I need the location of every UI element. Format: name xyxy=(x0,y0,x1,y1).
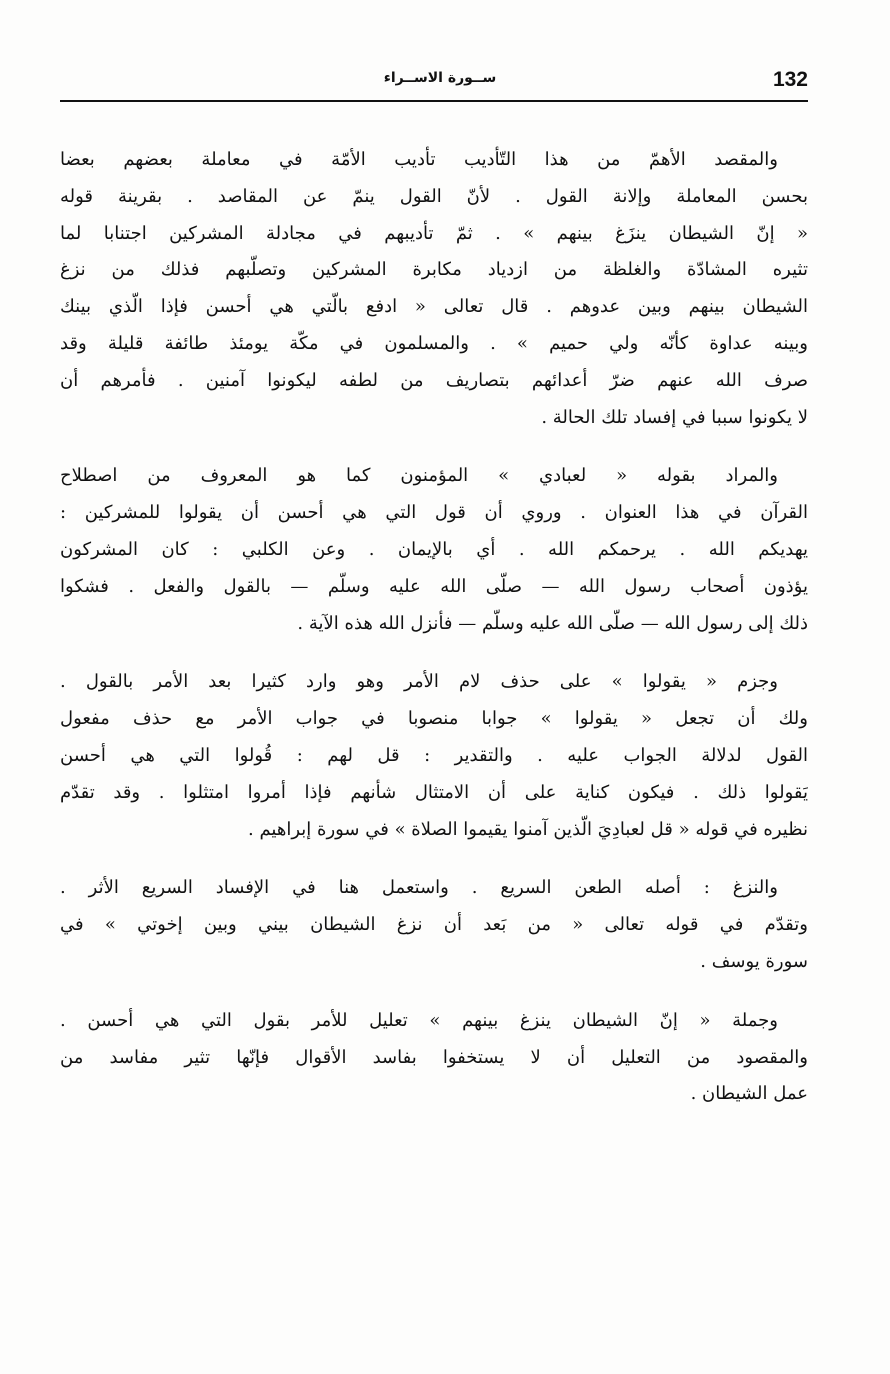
text-line: وجزم « يقولوا » على حذف لام الأمر وهو وارد كثيرا بعد الأمر بالقول . xyxy=(60,671,778,693)
page-number: 132 xyxy=(772,68,808,91)
text-line: والمراد بقوله « لعبادي » المؤمنون كما هو المعروف من اصطلاح xyxy=(60,465,779,487)
text-line: عمل الشيطان . xyxy=(690,1083,808,1105)
text-line: وبينه عداوة كأنّه ولي حميم » . والمسلمون في مكّة يومئذ طائفة قليلة وقد xyxy=(60,332,808,354)
text-line: والمقصود من التعليل أن لا يستخفوا بفاسد الأقوال فإنّها تثير مفاسد من xyxy=(60,1046,808,1068)
text-line: تثيره المشادّة والغلظة من ازدياد مكابرة المشركين وتصلّبهم فذلك من نزغ xyxy=(60,259,808,281)
body-text xyxy=(60,142,808,1135)
text-line: ولك أن تجعل « يقولوا » جوابا منصوبا في جواب الأمر مع حذف مفعول xyxy=(60,708,808,730)
text-line: نظيره في قوله « قل لعبادِيَ الّذين آمنوا يقيموا الصلاة » في سورة إبراهيم . xyxy=(248,818,808,840)
text-line: ذلك إلى رسول الله — صلّى الله عليه وسلّم — فأنزل الله هذه الآية . xyxy=(297,612,808,634)
text-line: الشيطان بينهم وبين عدوهم . قال تعالى « ادفع بالّتي هي أحسن فإذا الّذي بينك xyxy=(60,296,808,318)
paragraph-1 xyxy=(60,142,808,436)
text-line: القول لدلالة الجواب عليه . والتقدير : قل لهم : قُولوا التي هي أحسن xyxy=(60,744,808,766)
text-line: لا يكونوا سببا في إفساد تلك الحالة . xyxy=(541,406,808,428)
text-line: يؤذون أصحاب رسول الله — صلّى الله عليه وسلّم — بالقول والفعل . فشكوا xyxy=(60,575,808,597)
text-line: « إنّ الشيطان ينزَغ بينهم » . ثمّ تأديبهم في مجادلة المشركين اجتنابا لما xyxy=(60,222,808,244)
paragraph-5 xyxy=(60,1003,808,1113)
text-line: وجملة « إنّ الشيطان ينزغ بينهم » تعليل للأمر بقول التي هي أحسن . xyxy=(60,1009,778,1031)
text-line: وتقدّم في قوله تعالى « من بَعد أن نزغ الشيطان بيني وبين إخوتي » في xyxy=(60,914,808,936)
running-title: ســورة الاســراء xyxy=(383,70,497,86)
text-line: سورة يوسف . xyxy=(700,950,808,972)
page-header xyxy=(60,62,808,102)
text-line: والمقصد الأهمّ من هذا التّأديب تأديب الأمّة في معاملة بعضهم بعضا xyxy=(60,149,778,170)
paragraph-4 xyxy=(60,870,808,980)
text-line: بحسن المعاملة وإلانة القول . لأنّ القول ينمّ عن المقاصد . بقرينة قوله xyxy=(60,185,808,207)
text-line: يهديكم الله . يرحمكم الله . أي بالإيمان . وعن الكلبي : كان المشركون xyxy=(60,538,808,560)
text-line: والنزغ : أصله الطعن السريع . واستعمل هنا في الإفساد السريع الأثر . xyxy=(60,877,778,899)
paragraph-3 xyxy=(60,664,808,848)
text-line: يَقولوا ذلك . فيكون كناية على أن الامتثال شأنهم فإذا أمروا امتثلوا . وقد تقدّم xyxy=(60,781,808,803)
text-line: صرف الله عنهم ضرّ أعدائهم بتصاريف من لطفه ليكونوا آمنين . فأمرهم أن xyxy=(60,369,808,391)
paragraph-2 xyxy=(60,458,808,642)
text-line: القرآن في هذا العنوان . وروي أن قول التي هي أحسن أن يقولوا للمشركين : xyxy=(60,502,808,524)
